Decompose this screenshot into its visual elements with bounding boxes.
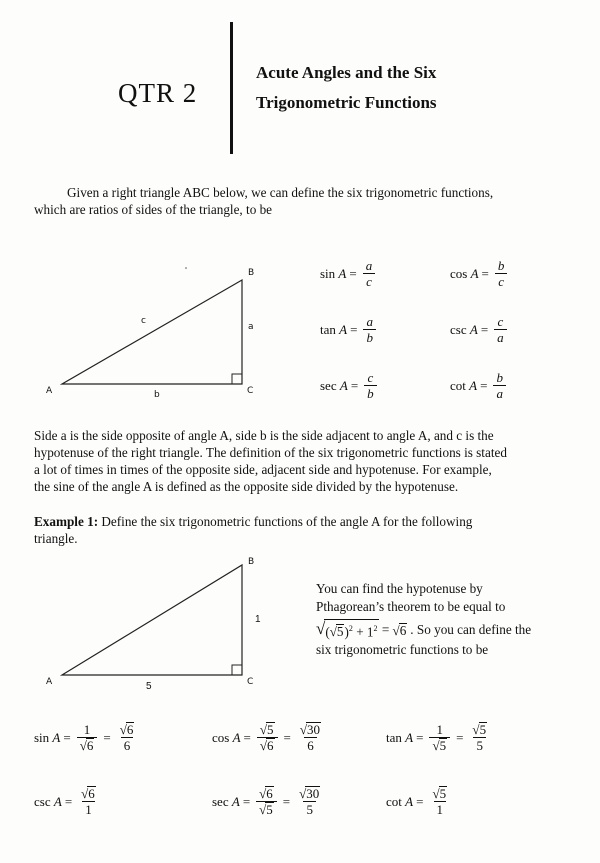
vertex-b-label: B [248,557,255,567]
sec-result: sec A = √ 6 √ 5 = √ 30 5 [212,786,320,817]
sin-result: sin A = 1 √ 6 = √ 6 6 [34,722,134,753]
func-name: sec [212,793,229,809]
explanation-paragraph [34,427,574,495]
denominator: b [364,385,377,401]
explanation-line: hypotenuse of the right triangle. The definition of the six trigonometric functions is stated [34,445,507,460]
hyp-line-3 [316,619,576,641]
numerator: 1 [436,722,443,737]
sin-definition: sin A = $\frac{a}{c}$ [320,258,378,289]
numerator: c [497,314,504,329]
numerator: 5 [439,786,447,801]
denominator: 6 [86,738,94,753]
equals: = [378,622,393,638]
func-name: cos [450,265,468,281]
func-name: sin [34,729,50,745]
func-name: csc [34,793,51,809]
right-angle-marker [232,665,242,675]
angle-var: A [469,377,478,393]
angle-var: A [405,729,414,745]
example-heading [34,513,564,547]
func-name: tan [386,729,402,745]
denominator: 6 [121,737,134,753]
example-label: Example 1: [34,514,99,529]
hypotenuse-explanation [316,580,576,659]
denominator: 5 [439,738,447,753]
cos-definition: cos A = $\frac{b}{c}$ [450,258,510,289]
right-angle-marker [232,374,242,384]
vertex-c-label: C [247,386,254,396]
numerator: a [366,314,373,329]
angle-var: A [339,377,348,393]
radicand: 5 [336,624,344,640]
hyp-line-1: You can find the hypotenuse by [316,581,483,596]
func-name: cot [386,793,402,809]
example-text-2: triangle. [34,531,78,546]
sqrt-six: √ 6 [392,622,407,638]
intro-line-2: which are ratios of sides of the triangle, to be [34,202,273,217]
vertex-a-label: A [46,386,53,396]
func-name: tan [320,321,336,337]
cos-result: cos A = √ 5 √ 6 = √ 30 6 [212,722,321,753]
angle-var: A [231,793,240,809]
denominator: c [495,273,507,289]
page-title [256,58,437,118]
func-name: cot [450,377,466,393]
tan-definition: tan A = $\frac{a}{b}$ [320,314,379,345]
side-vertical-label: 1 [255,614,261,625]
denominator: 5 [303,801,316,817]
func-name: sec [320,377,337,393]
vertex-a-label: A [46,677,53,687]
denominator: 1 [82,801,95,817]
hyp-line-3-end: . So you can define the [410,622,532,638]
angle-var: A [338,265,347,281]
side-a-label: a [248,322,254,332]
vertex-c-label: C [247,677,254,687]
denominator: 1 [434,801,447,817]
denominator: b [363,329,376,345]
numerator: b [497,258,505,273]
outer-sqrt: √ ( √ 5 )$^2 + 1^2$ [316,619,378,640]
cot-definition: cot A = $\frac{b}{a}$ [450,370,509,401]
plus-term: + 1 [352,624,374,640]
numerator: b [496,370,503,385]
header-divider [230,22,233,154]
angle-var: A [52,729,61,745]
denominator: 6 [267,738,274,753]
angle-var: A [470,265,479,281]
side-b-label: b [154,390,160,400]
explanation-line: the sine of the angle A is defined as the opposite side divided by the hypotenuse. [34,479,459,494]
triangle-shape [62,565,242,675]
denominator: a [494,329,507,345]
angle-var: A [53,793,62,809]
explanation-line: a lot of times in times of the opposite side, adjacent side and hypotenuse. For example, [34,462,492,477]
radicand: 6 [399,622,407,638]
csc-definition: csc A = $\frac{c}{a}$ [450,314,510,345]
qtr-heading: QTR 2 [118,78,198,108]
cot-result: cot A = √ 5 1 [386,786,447,817]
triangle-abc-diagram [0,260,300,410]
func-name: sin [320,265,336,281]
csc-result: csc A = √ 6 1 [34,786,95,817]
explanation-line: Side a is the side opposite of angle A, side b is the side adjacent to angle A, and c is the [34,428,494,443]
numerator: a [365,258,373,273]
triangle-shape [62,280,242,384]
speck [185,267,187,269]
numerator: 6 [126,722,134,737]
sec-definition: sec A = $\frac{c}{b}$ [320,370,380,401]
intro-paragraph [34,184,564,218]
numerator: 30 [306,786,320,801]
intro-line-1: Given a right triangle ABC below, we can define the six trigonometric functions, [67,185,494,200]
side-c-label: c [141,316,146,326]
numerator: 30 [307,722,321,737]
denominator: 5 [473,737,486,753]
tan-result: tan A = 1 √ 5 = √ 5 5 [386,722,487,753]
denominator: c [363,273,375,289]
denominator: 5 [266,802,273,817]
exponent: 2 [348,624,353,633]
angle-var: A [405,793,414,809]
angle-var: A [232,729,241,745]
func-name: csc [450,321,467,337]
numerator: c [367,370,374,385]
side-base-label: 5 [146,681,152,692]
numerator: 6 [88,786,95,801]
title-line-1: Acute Angles and the Six [256,63,437,82]
numerator: 5 [267,722,274,737]
angle-var: A [469,321,478,337]
numerator: 5 [479,722,487,737]
angle-var: A [339,321,348,337]
func-name: cos [212,729,230,745]
hyp-line-4: six trigonometric functions to be [316,642,489,658]
exponent: 2 [373,624,378,633]
denominator: 6 [304,737,317,753]
numerator: 6 [266,786,273,801]
denominator: a [493,385,506,401]
title-line-2: Trigonometric Functions [256,93,437,112]
example-text: Define the six trigonometric functions of the angle A for the following [98,514,473,529]
numerator: 1 [83,722,91,737]
hyp-line-2: Pthagorean’s theorem to be equal to [316,599,506,614]
vertex-b-label: B [248,268,255,278]
